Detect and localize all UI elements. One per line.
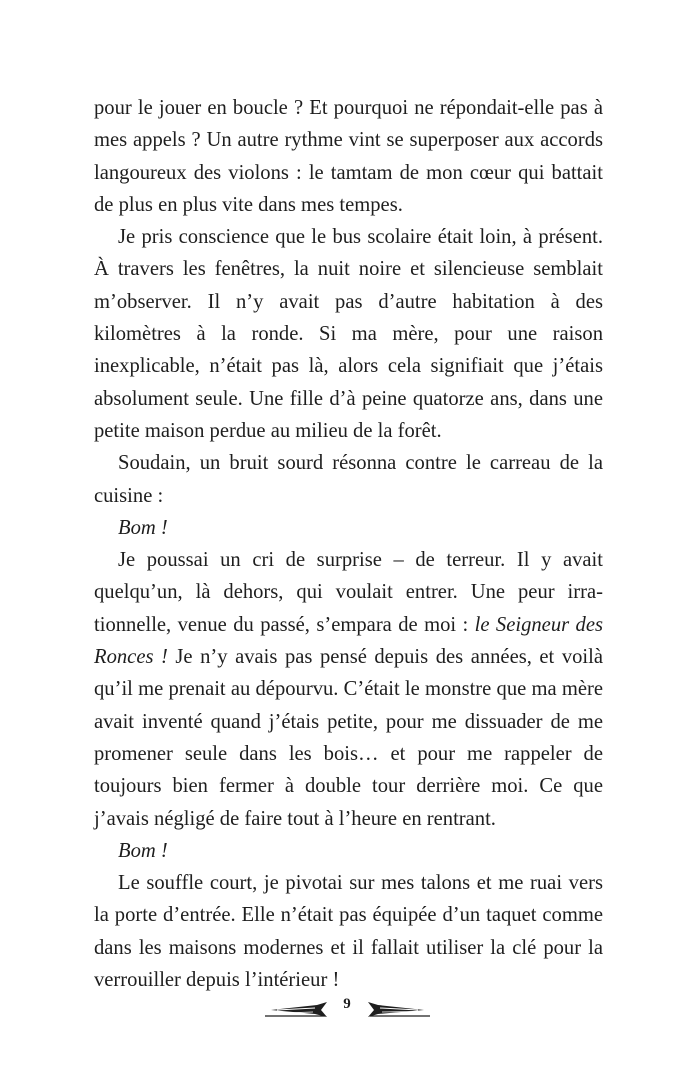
paragraph: Soudain, un bruit sourd résonna contre le carreau de la cuisine :	[94, 452, 603, 507]
right-arrow-ornament-icon	[366, 998, 432, 1020]
paragraph-continued: pour le jouer en boucle ? Et pourquoi ne répondait-elle pas à mes appels ? Un autre rythme vint se superposer aux accords langoureux des violons : le tamtam de mon cœur qui battait de plus en plus vite dans mes tempes.	[94, 97, 603, 216]
paragraph-text-start: Je poussai un cri de surprise – de terreur. Il y avait quelqu’un, là dehors, qui voulait entrer. Une peur irrationnelle, venue du passé, s’empara de moi :	[94, 549, 603, 636]
left-arrow-ornament-icon	[263, 998, 329, 1020]
page-footer	[0, 994, 700, 1024]
paragraph-text-end: Je n’y avais pas pensé depuis des années, et voilà qu’il me prenait au dépourvu. C’était le monstre que ma mère avait inventé quand j’étais petite, pour me dissuader de me promener seule dans les bois… et pour me rappeler de toujours bien fermer à double tour derrière moi. Ce que j’avais négligé de faire tout à l’heure en rentrant.	[94, 646, 603, 830]
body-text	[94, 92, 603, 996]
sound-effect	[94, 835, 603, 867]
italic-name: le Seigneur des Ronces !	[94, 613, 603, 669]
sound-effect-text: Bom !	[118, 516, 168, 539]
sound-effect	[94, 512, 603, 544]
paragraph: Je pris conscience que le bus scolaire était loin, à présent. À travers les fenêtres, la nuit noire et silencieuse semblait m’observer. Il n’y avait pas d’autre habitation à des kilomètres à la ronde. Si ma mère, pour une raison inexplicable, n’était pas là, alors cela signifiait que j’étais absolument seule. Une fille d’à peine quatorze ans, dans une petite maison perdue au milieu de la forêt.	[94, 226, 603, 442]
page-number: 9	[343, 996, 351, 1012]
sound-effect-text: Bom !	[118, 839, 168, 862]
paragraph	[94, 544, 603, 835]
paragraph: Le souffle court, je pivotai sur mes talons et me ruai vers la porte d’entrée. Elle n’était pas équipée d’un taquet comme dans les maisons modernes et il fallait utiliser la clé pour la verrouiller depuis l’intérieur !	[94, 872, 603, 992]
